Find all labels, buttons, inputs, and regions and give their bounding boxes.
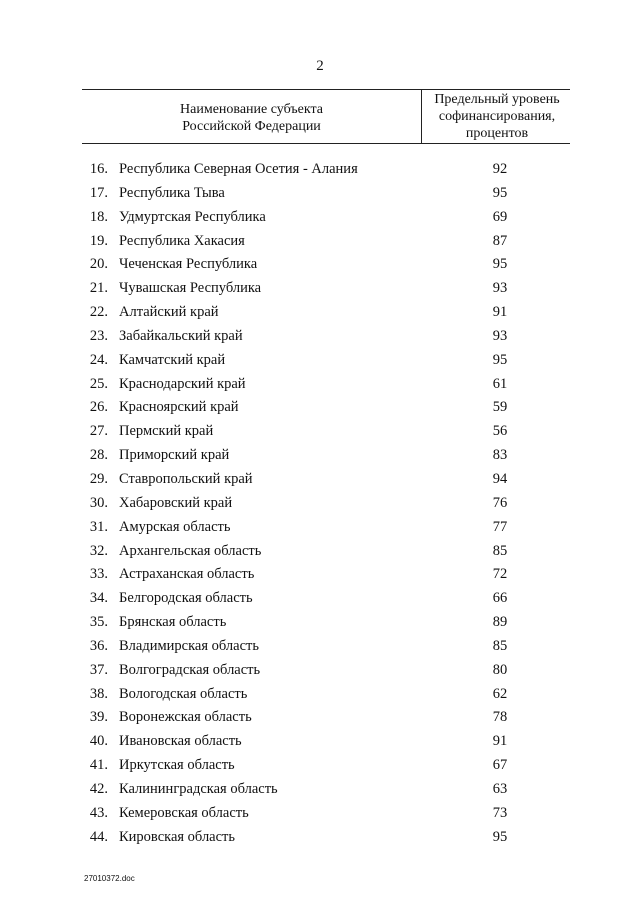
subject-name: Калининградская область <box>119 780 278 797</box>
cofinancing-level: 80 <box>492 661 508 678</box>
subject-name: Архангельская область <box>119 542 262 559</box>
table-row <box>0 540 640 564</box>
cofinancing-level: 92 <box>492 161 508 177</box>
table-row <box>0 516 640 540</box>
subject-name: Забайкальский край <box>119 327 243 344</box>
subject-name: Хабаровский край <box>119 494 233 511</box>
row-number: 42. <box>89 780 108 797</box>
table-row <box>0 492 640 516</box>
cofinancing-level: 91 <box>492 733 508 750</box>
subject-name: Приморский край <box>119 447 230 464</box>
subject-name: Республика Северная Осетия - Алания <box>119 161 358 177</box>
subject-name: Брянская область <box>119 614 227 631</box>
cofinancing-level: 95 <box>492 184 508 201</box>
cofinancing-level: 85 <box>492 637 508 654</box>
subject-name: Вологодская область <box>119 685 248 702</box>
subject-name: Республика Тыва <box>119 184 225 201</box>
table-row <box>0 182 640 206</box>
row-number: 26. <box>89 399 108 416</box>
column-header-cofinancing-line: софинансирования, <box>438 109 556 124</box>
column-header-subject <box>82 101 421 135</box>
cofinancing-level: 69 <box>492 208 508 225</box>
table-row <box>0 587 640 611</box>
table-row <box>0 778 640 802</box>
row-number: 24. <box>89 351 108 368</box>
row-number: 35. <box>89 614 108 631</box>
cofinancing-level: 67 <box>492 757 508 774</box>
subject-name: Удмуртская Республика <box>119 208 266 225</box>
subject-name: Ивановская область <box>119 733 242 750</box>
table-row <box>0 349 640 373</box>
table-row <box>0 826 640 850</box>
column-header-subject-line: Наименование субъекта <box>180 102 323 117</box>
cofinancing-level: 76 <box>492 494 508 511</box>
table-row <box>0 563 640 587</box>
document-filename: 27010372.doc <box>84 874 135 883</box>
table-row <box>0 802 640 826</box>
subject-name: Кемеровская область <box>119 804 249 821</box>
row-number: 29. <box>89 470 108 487</box>
subject-name: Чеченская Республика <box>119 256 258 273</box>
table-row <box>0 325 640 349</box>
subject-name: Красноярский край <box>119 399 239 416</box>
subject-name: Ставропольский край <box>119 470 253 487</box>
table-row <box>0 611 640 635</box>
subject-name: Волгоградская область <box>119 661 261 678</box>
cofinancing-level: 91 <box>492 304 508 321</box>
row-number: 21. <box>89 280 108 297</box>
subject-name: Белгородская область <box>119 590 253 607</box>
row-number: 41. <box>89 757 108 774</box>
cofinancing-level: 93 <box>492 327 508 344</box>
subject-name: Владимирская область <box>119 637 259 654</box>
cofinancing-level: 87 <box>492 232 508 249</box>
subject-name: Воронежская область <box>119 709 252 726</box>
page-number: 2 <box>316 58 324 74</box>
table-row <box>0 253 640 277</box>
subject-name: Иркутская область <box>119 757 235 774</box>
cofinancing-level: 83 <box>492 447 508 464</box>
row-number: 28. <box>89 447 108 464</box>
table-row <box>0 706 640 730</box>
row-number: 43. <box>89 804 108 821</box>
row-number: 16. <box>89 161 108 177</box>
row-number: 38. <box>89 685 108 702</box>
table-row <box>0 277 640 301</box>
subject-name: Краснодарский край <box>119 375 246 392</box>
cofinancing-level: 61 <box>492 375 508 392</box>
row-number: 34. <box>89 590 108 607</box>
subject-name: Камчатский край <box>119 351 226 368</box>
cofinancing-level: 63 <box>492 780 508 797</box>
table-row <box>0 754 640 778</box>
cofinancing-level: 73 <box>492 804 508 821</box>
row-number: 37. <box>89 661 108 678</box>
cofinancing-level: 95 <box>492 828 508 845</box>
cofinancing-level: 59 <box>492 399 508 416</box>
row-number: 17. <box>89 184 108 201</box>
row-number: 30. <box>89 494 108 511</box>
row-number: 33. <box>89 566 108 583</box>
subject-name: Чувашская Республика <box>119 280 262 297</box>
table-row <box>0 396 640 420</box>
column-header-cofinancing-line: процентов <box>465 126 529 141</box>
cofinancing-level: 89 <box>492 614 508 631</box>
subject-name: Пермский край <box>119 423 214 440</box>
column-header-subject-line: Российской Федерации <box>182 119 321 134</box>
cofinancing-level: 62 <box>492 685 508 702</box>
table-row <box>0 659 640 683</box>
row-number: 31. <box>89 518 108 535</box>
cofinancing-level: 77 <box>492 518 508 535</box>
table-row <box>0 373 640 397</box>
table-header-bottom-border <box>82 143 570 144</box>
subject-name: Амурская область <box>119 518 231 535</box>
row-number: 20. <box>89 256 108 273</box>
subject-name: Астраханская область <box>119 566 255 583</box>
row-number: 18. <box>89 208 108 225</box>
column-header-cofinancing-line: Предельный уровень <box>434 92 560 107</box>
row-number: 22. <box>89 304 108 321</box>
table-row <box>0 444 640 468</box>
row-number: 39. <box>89 709 108 726</box>
table-row <box>0 635 640 659</box>
table-body <box>0 158 640 849</box>
cofinancing-level: 72 <box>492 566 508 583</box>
row-number: 25. <box>89 375 108 392</box>
row-number: 23. <box>89 327 108 344</box>
table-row <box>0 301 640 325</box>
cofinancing-level: 66 <box>492 590 508 607</box>
table-row <box>0 468 640 492</box>
row-number: 27. <box>89 423 108 440</box>
row-number: 44. <box>89 828 108 845</box>
cofinancing-level: 95 <box>492 256 508 273</box>
cofinancing-level: 94 <box>492 470 508 487</box>
row-number: 32. <box>89 542 108 559</box>
table-row <box>0 683 640 707</box>
subject-name: Республика Хакасия <box>119 232 245 249</box>
row-number: 19. <box>89 232 108 249</box>
column-header-cofinancing <box>422 91 572 142</box>
table-header-top-border <box>82 89 570 90</box>
cofinancing-level: 56 <box>492 423 508 440</box>
table-row <box>0 158 640 182</box>
subject-name: Алтайский край <box>119 304 219 321</box>
table-row <box>0 730 640 754</box>
subject-name: Кировская область <box>119 828 236 845</box>
row-number: 36. <box>89 637 108 654</box>
table-row <box>0 206 640 230</box>
row-number: 40. <box>89 733 108 750</box>
table-row <box>0 420 640 444</box>
cofinancing-level: 78 <box>492 709 508 726</box>
cofinancing-level: 95 <box>492 351 508 368</box>
cofinancing-level: 93 <box>492 280 508 297</box>
cofinancing-level: 85 <box>492 542 508 559</box>
table-row <box>0 230 640 254</box>
